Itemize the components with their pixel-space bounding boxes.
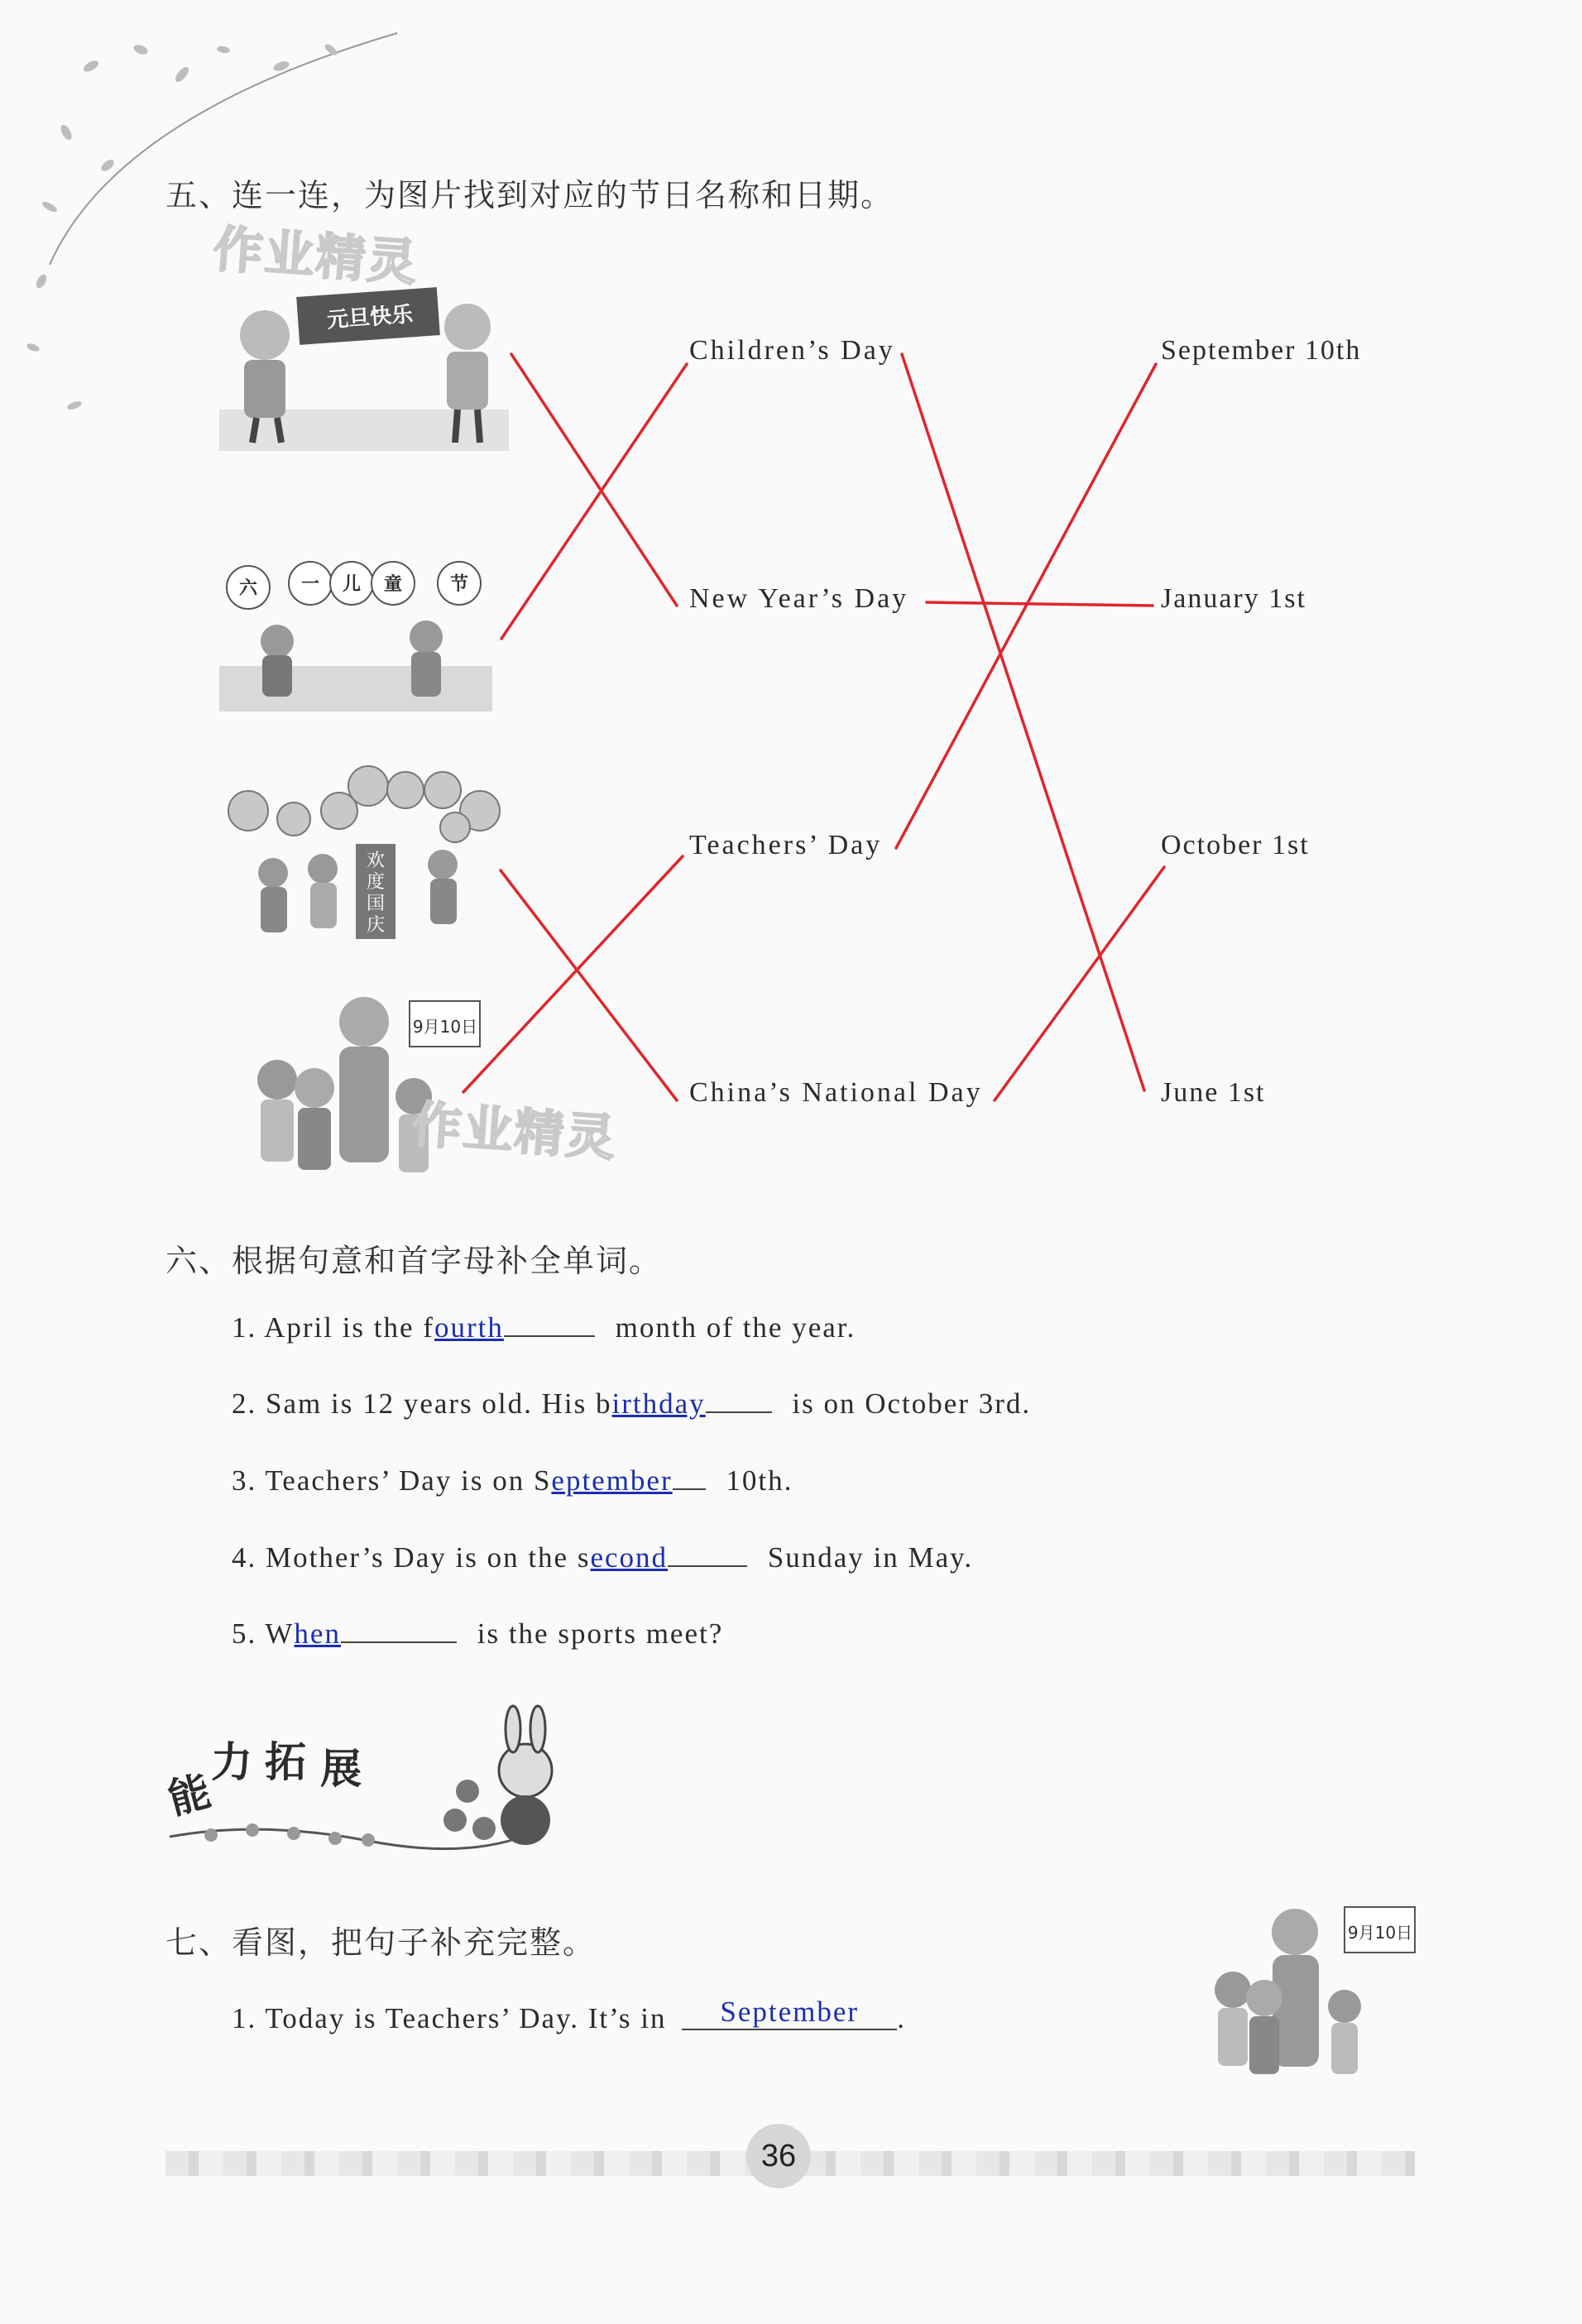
holiday-new-years-day: New Year’s Day — [689, 583, 909, 614]
balloon-3: 儿 — [342, 574, 361, 595]
teachers-day-picture-small — [1208, 1895, 1423, 2093]
item-number: 2. — [232, 1387, 257, 1420]
teachers-calendar: 9月10日 — [412, 1017, 478, 1037]
banner-text: 元旦快乐 — [326, 302, 415, 333]
watermark-top: 作业精灵 — [211, 220, 420, 293]
answer-blank — [668, 1562, 747, 1567]
item-number: 1. — [232, 1311, 257, 1344]
balloon-2: 一 — [300, 574, 319, 595]
fill-item-5 — [232, 1617, 723, 1651]
answer-fourth[interactable]: ourth — [434, 1311, 504, 1344]
page-number: 36 — [746, 2124, 811, 2188]
ability-banner — [161, 1696, 558, 1862]
small-calendar: 9月10日 — [1347, 1923, 1413, 1943]
fill-item-1 — [232, 1311, 856, 1344]
holiday-national-day: China’s National Day — [689, 1077, 983, 1108]
date-january-1st: January 1st — [1161, 583, 1306, 614]
balloon-1: 六 — [238, 578, 257, 599]
item-text-before: Mother’s Day is on the s — [266, 1541, 591, 1574]
fill-item-2 — [232, 1387, 1031, 1421]
answer-line — [682, 1996, 897, 2030]
item-text-before: Today is Teachers’ Day. It’s in — [265, 2002, 667, 2034]
item-number: 3. — [232, 1464, 257, 1497]
fill-item-4 — [232, 1541, 973, 1574]
item-text-after: month of the year. — [615, 1311, 856, 1344]
item-text-after: is the sports meet? — [477, 1617, 724, 1650]
banner-char-2: 力 — [211, 1738, 252, 1786]
fill-item-3 — [232, 1464, 793, 1497]
date-june-1st: June 1st — [1161, 1077, 1266, 1108]
item-number: 4. — [232, 1541, 257, 1574]
watermark-middle: 作业精灵 — [410, 1095, 619, 1168]
date-september-10th: September 10th — [1161, 335, 1362, 366]
item-text-after: is on October 3rd. — [792, 1387, 1032, 1420]
item-text-after: 10th. — [726, 1464, 793, 1497]
answer-birthday[interactable]: irthday — [611, 1387, 706, 1420]
section5-title: 五、连一连，为图片找到对应的节日名称和日期。 — [165, 177, 894, 213]
answer-september[interactable]: September — [720, 1996, 860, 2028]
holiday-teachers-day: Teachers’ Day — [689, 830, 883, 860]
answer-blank — [673, 1485, 706, 1490]
answer-second[interactable]: econd — [590, 1541, 669, 1574]
answer-blank — [341, 1638, 457, 1643]
answer-blank — [504, 1332, 595, 1337]
section6-title: 六、根据句意和首字母补全单词。 — [165, 1243, 663, 1279]
banner-char-3: 拓 — [265, 1738, 306, 1786]
item-text-before: Sam is 12 years old. His b — [266, 1387, 612, 1420]
banner-char-1: 能 — [163, 1766, 216, 1824]
national-day-sign: 欢度国庆 — [366, 851, 385, 936]
item-text-before: W — [265, 1617, 295, 1650]
holiday-childrens-day: Children’s Day — [689, 335, 895, 366]
date-october-1st: October 1st — [1161, 830, 1310, 860]
banner-char-4: 展 — [320, 1745, 362, 1793]
item-text-before: April is the f — [264, 1311, 434, 1344]
answer-blank — [706, 1408, 772, 1413]
answer-when[interactable]: hen — [294, 1617, 341, 1650]
section7-item-1 — [232, 1996, 906, 2037]
item-text-before: Teachers’ Day is on S — [265, 1464, 552, 1497]
balloon-5: 节 — [449, 574, 468, 595]
item-text-after: . — [897, 2002, 906, 2034]
item-number: 5. — [232, 1617, 257, 1650]
balloon-4: 童 — [383, 574, 402, 595]
item-text-after: Sunday in May. — [767, 1541, 974, 1574]
section7-title: 七、看图，把句子补充完整。 — [165, 1924, 597, 1961]
answer-september[interactable]: eptember — [551, 1464, 673, 1497]
item-number: 1. — [232, 2002, 257, 2034]
